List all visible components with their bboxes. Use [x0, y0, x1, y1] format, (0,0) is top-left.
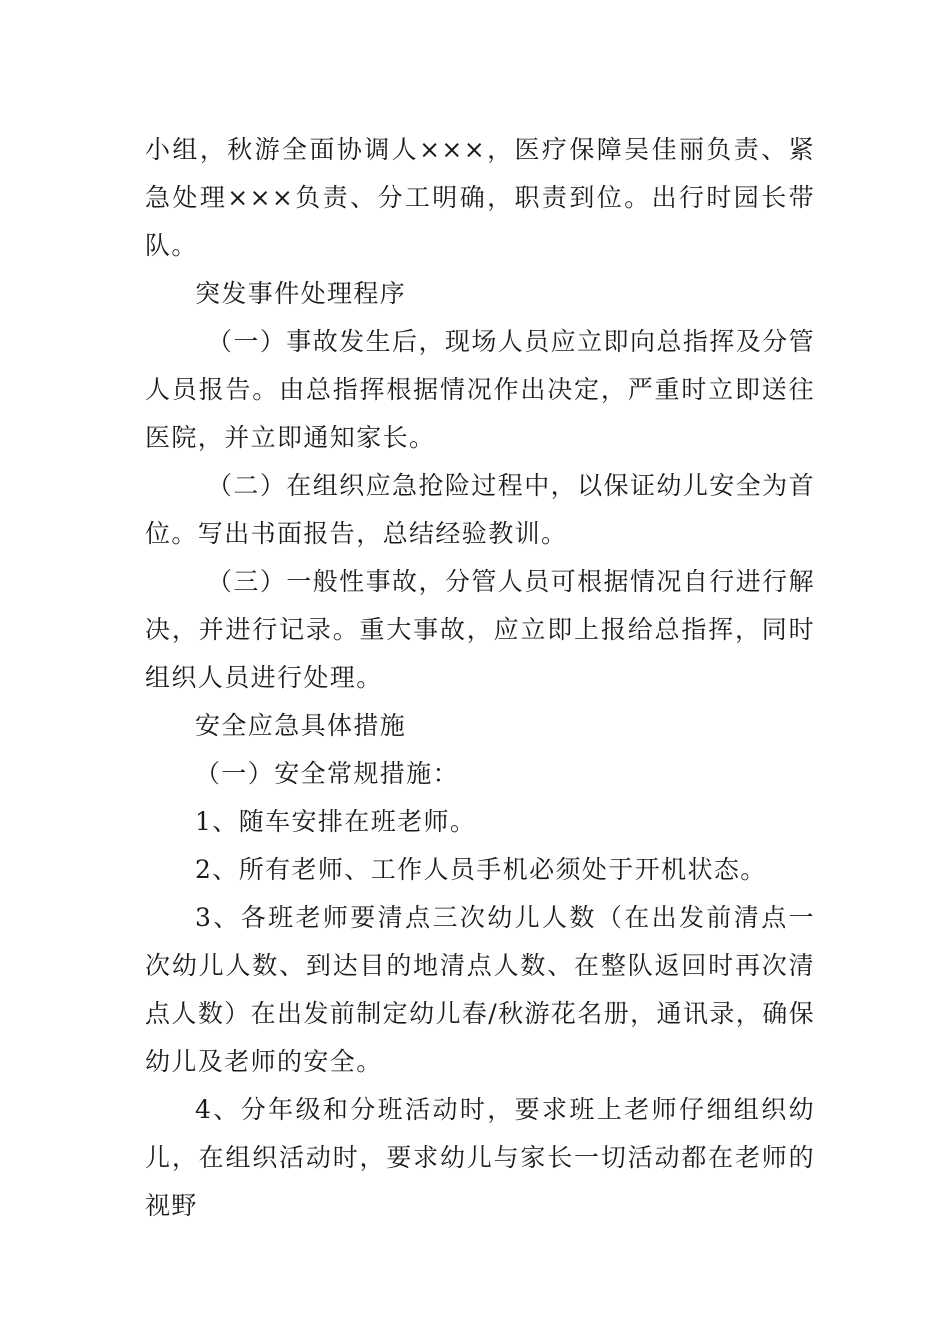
list-item-3: 3、各班老师要清点三次幼儿人数（在出发前清点一次幼儿人数、到达目的地清点人数、在整队返回时再次清点人数）在出发前制定幼儿春/秋游花名册，通讯录，确保幼儿及老师的安全。	[145, 903, 815, 1076]
list-item-4: 4、分年级和分班活动时，要求班上老师仔细组织幼儿，在组织活动时，要求幼儿与家长一切活动都在老师的视野	[145, 1095, 815, 1220]
section-heading-safety-measures: 安全应急具体措施	[195, 711, 407, 740]
paragraph-procedure-2: （二）在组织应急抢险过程中，以保证幼儿安全为首位。写出书面报告，总结经验教训。	[145, 471, 815, 548]
list-item-2: 2、所有老师、工作人员手机必须处于开机状态。	[195, 855, 767, 884]
subheading-routine-measures: （一）安全常规措施：	[195, 759, 460, 788]
document-body	[145, 126, 815, 1230]
paragraph-continuation: 小组，秋游全面协调人×××，医疗保障吴佳丽负责、紧急处理×××负责、分工明确，职责到位。出行时园长带队。	[145, 135, 815, 260]
paragraph-procedure-1: （一）事故发生后，现场人员应立即向总指挥及分管人员报告。由总指挥根据情况作出决定，严重时立即送往医院，并立即通知家长。	[145, 327, 815, 452]
paragraph-procedure-3: （三）一般性事故，分管人员可根据情况自行进行解决，并进行记录。重大事故，应立即上报给总指挥，同时组织人员进行处理。	[145, 567, 815, 692]
section-heading-emergency-procedure: 突发事件处理程序	[195, 279, 407, 308]
list-item-1: 1、随车安排在班老师。	[195, 807, 477, 836]
